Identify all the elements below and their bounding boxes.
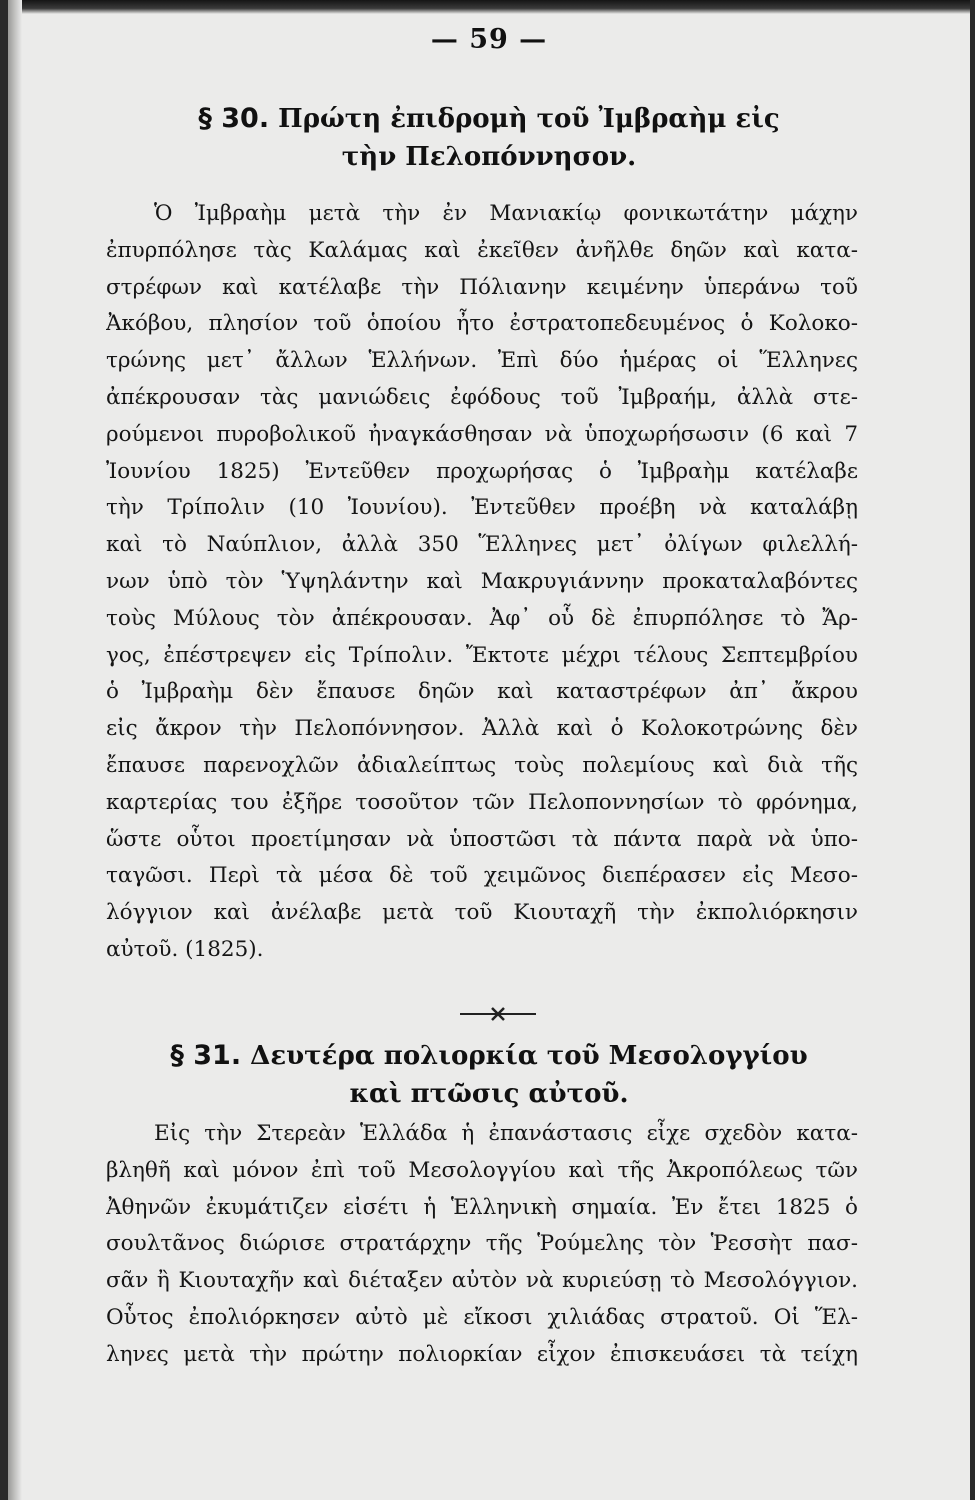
- text-line: Ἰουνίου 1825) Ἐντεῦθεν προχωρήσας ὁ Ἰμβραὴμ κατέλαβε: [106, 458, 858, 484]
- text-line: ταγῶσι. Περὶ τὰ μέσα δὲ τοῦ χειμῶνος διεπέρασεν εἰς Μεσο-: [106, 863, 858, 889]
- text-line: ὁ Ἰμβραὴμ δὲν ἔπαυσε δηῶν καὶ καταστρέφων ἀπ᾽ ἄκρου: [106, 679, 858, 705]
- text-line: σᾶν ἢ Κιουταχῆν καὶ διέταξεν αὐτὸν νὰ κυριεύσῃ τὸ Μεσολόγγιον.: [106, 1268, 858, 1294]
- text-line: ὥστε οὗτοι προετίμησαν νὰ ὑποστῶσι τὰ πάντα παρὰ νὰ ὑπο-: [106, 826, 858, 852]
- text-line: λόγγιον καὶ ἀνέλαβε μετὰ τοῦ Κιουταχῆ τὴν ἐκπολιόρκησιν: [106, 900, 858, 926]
- page-number: — 59 —: [430, 24, 548, 55]
- page-top-edge: [8, 0, 970, 14]
- section-31-number: § 31.: [170, 1040, 242, 1071]
- text-line: ληνες μετὰ τὴν πρώτην πολιορκίαν εἶχον ἐπισκευάσει τὰ τείχη: [106, 1341, 858, 1367]
- text-line: τοὺς Μύλους τὸν ἀπέκρουσαν. Ἀφ᾽ οὗ δὲ ἐπυρπόλησε τὸ Ἄρ-: [106, 605, 858, 631]
- text-line: τὴν Τρίπολιν (10 Ἰουνίου). Ἐντεῦθεν προέβη νὰ καταλάβῃ: [106, 495, 858, 521]
- section-31-title-line2: καὶ πτῶσις αὐτοῦ.: [349, 1079, 629, 1109]
- section-31-title-line1: [8, 1037, 970, 1075]
- text-line: βληθῆ καὶ μόνον ἐπὶ τοῦ Μεσολογγίου καὶ τῆς Ἀκροπόλεως τῶν: [106, 1157, 858, 1183]
- section-30-number: § 30.: [198, 103, 270, 134]
- section-30-title: Πρώτη ἐπιδρομὴ τοῦ Ἰμβραὴμ εἰς: [278, 104, 780, 134]
- text-line: Ἀθηνῶν ἐκυμάτιζεν εἰσέτι ἡ Ἑλληνικὴ σημαία. Ἐν ἔτει 1825 ὁ: [106, 1194, 858, 1220]
- text-line: Ἀκόβου, πλησίον τοῦ ὁποίου ἦτο ἐστρατοπεδευμένος ὁ Κολοκο-: [106, 311, 858, 337]
- text-line: Ὁ Ἰμβραὴμ μετὰ τὴν ἐν Μανιακίῳ φονικωτάτην μάχην: [154, 201, 858, 226]
- section-30-title-line1: [8, 100, 970, 138]
- text-line: ρούμενοι πυροβολικοῦ ἠναγκάσθησαν νὰ ὑποχωρήσωσιν (6 καὶ 7: [106, 421, 858, 447]
- text-line: αὐτοῦ. (1825).: [106, 936, 264, 962]
- text-line: ἐπυρπόλησε τὰς Καλάμας καὶ ἐκεῖθεν ἀνῆλθε δηῶν καὶ κατα-: [106, 237, 858, 263]
- text-line: ἔπαυσε παρενοχλῶν ἀδιαλείπτως τοὺς πολεμίους καὶ διὰ τῆς: [106, 752, 858, 778]
- page-spine-shadow: [8, 0, 22, 1500]
- section-31-title: Δευτέρα πολιορκία τοῦ Μεσολογγίου: [250, 1041, 808, 1071]
- text-line: τρώνης μετ᾽ ἄλλων Ἑλλήνων. Ἐπὶ δύο ἡμέρας οἱ Ἕλληνες: [106, 348, 858, 374]
- text-line: καὶ τὸ Ναύπλιον, ἀλλὰ 350 Ἕλληνες μετ᾽ ὀλίγων φιλελλή-: [106, 532, 858, 558]
- text-line: σουλτᾶνος διώρισε στρατάρχην τῆς Ῥούμελης τὸν Ῥεσσὴτ πασ-: [106, 1231, 858, 1257]
- text-line: Εἰς τὴν Στερεὰν Ἑλλάδα ἡ ἐπανάστασις εἶχε σχεδὸν κατα-: [154, 1121, 858, 1146]
- text-line: στρέφων καὶ κατέλαβε τὴν Πόλιανην κειμένην ὑπεράνω τοῦ: [106, 274, 858, 300]
- text-line: ἀπέκρουσαν τὰς μανιώδεις ἐφόδους τοῦ Ἰμβραήμ, ἀλλὰ στε-: [106, 384, 858, 410]
- text-line: Οὗτος ἐπολιόρκησεν αὐτὸ μὲ εἴκοσι χιλιάδας στρατοῦ. Οἱ Ἕλ-: [106, 1304, 858, 1330]
- book-page: [8, 0, 970, 1500]
- text-line: καρτερίας του ἐξῆρε τοσοῦτον τῶν Πελοποννησίων τὸ φρόνημα,: [106, 789, 858, 815]
- section-divider-ornament: [458, 1006, 538, 1022]
- section-30-paragraph: [106, 196, 858, 969]
- section-30-title-line2: τὴν Πελοπόννησον.: [341, 142, 637, 172]
- text-line: νων ὑπὸ τὸν Ὑψηλάντην καὶ Μακρυγιάννην προκαταλαβόντες: [106, 568, 858, 594]
- section-31-paragraph: [106, 1116, 858, 1374]
- section-31-heading: [8, 1037, 970, 1113]
- text-line: εἰς ἄκρον τὴν Πελοπόννησον. Ἀλλὰ καὶ ὁ Κολοκοτρώνης δὲν: [106, 716, 858, 742]
- section-30-heading: [8, 100, 970, 176]
- text-line: γος, ἐπέστρεψεν εἰς Τρίπολιν. Ἔκτοτε μέχρι τέλους Σεπτεμβρίου: [106, 642, 858, 668]
